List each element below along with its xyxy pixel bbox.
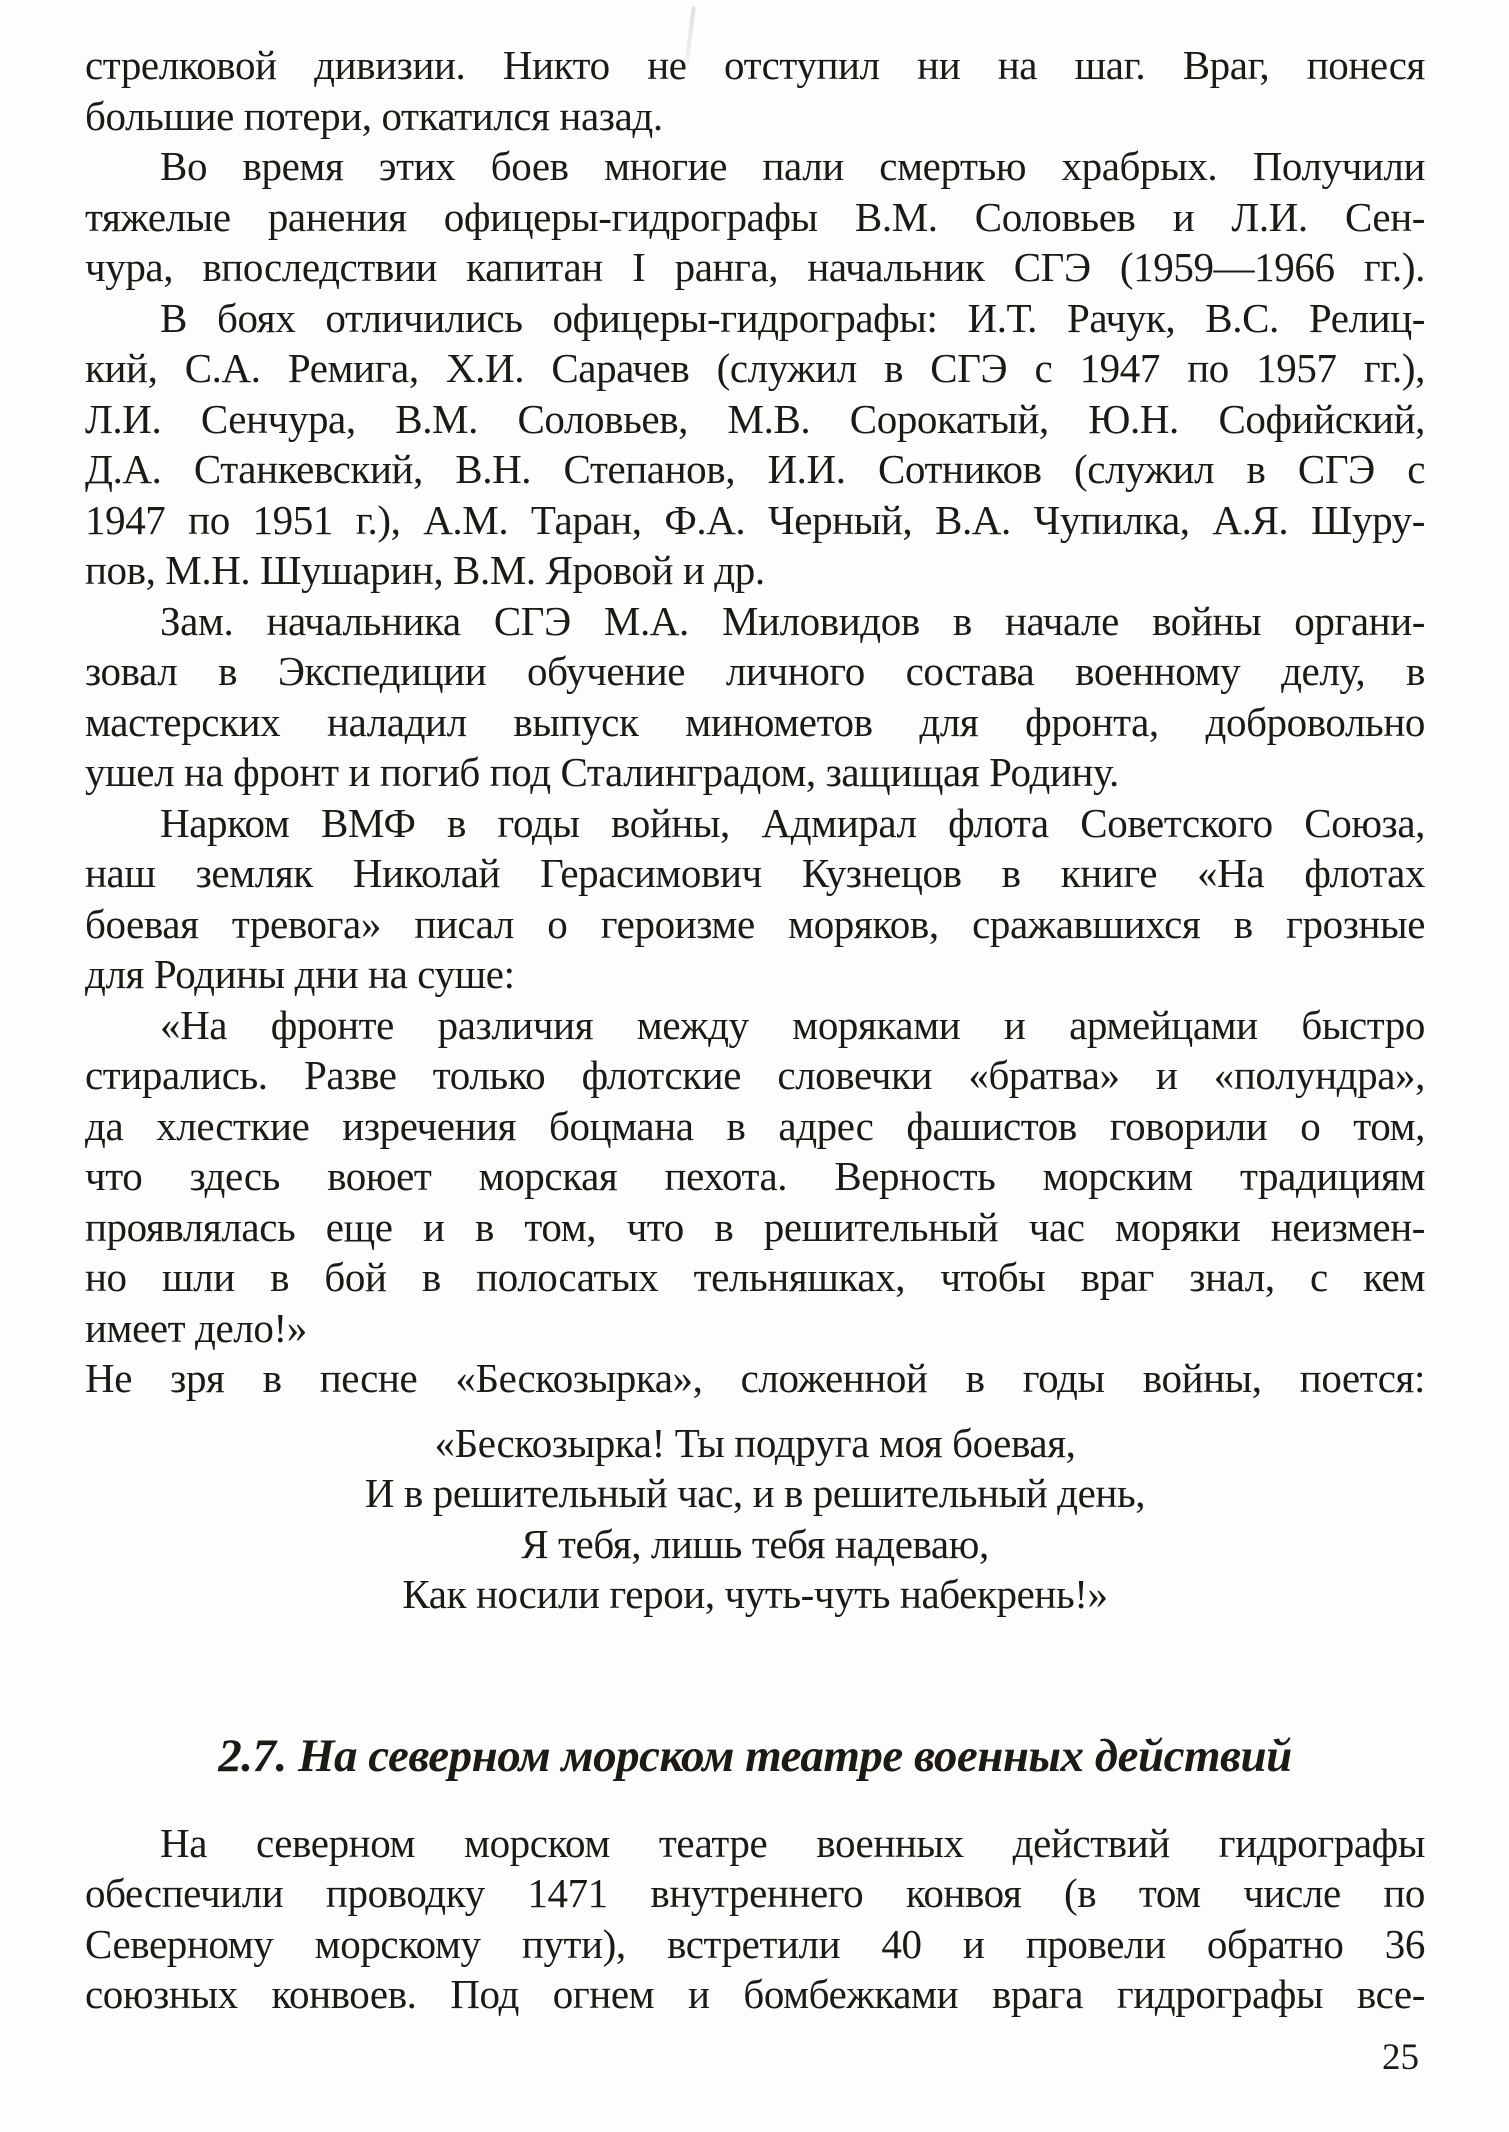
text-line: пов, М.Н. Шушарин, В.М. Яровой и др. [85,547,765,593]
poem-line: И в решительный час, и в решительный день, [364,1470,1146,1516]
text-line: да хлесткие изречения боцмана в адрес фашистов говорили о том, [85,1102,1425,1149]
text-line: проявлялась еще и в том, что в решительный час моряки неизмен- [85,1203,1425,1250]
text-line: для Родины дни на суше: [85,951,515,997]
song-quote-block [85,1418,1425,1620]
poem-line: Я тебя, лишь тебя надеваю, [521,1520,989,1567]
page-text-block [85,40,1425,2020]
text-line: но шли в бой в полосатых тельняшках, чтобы враг знал, с кем [85,1254,1425,1300]
page-number: 25 [1382,2037,1419,2078]
text-line: Л.И. Сенчура, В.М. Соловьев, М.В. Сорокатый, Ю.Н. Софийский, [85,395,1425,442]
text-line: стирались. Разве только флотские словечки «братва» и «полундра», [85,1052,1425,1098]
text-line: Во время этих боев многие пали смертью храбрых. Получили [160,143,1425,189]
section-heading: 2.7. На северном морском театре военных действий [218,1729,1292,1782]
text-line: На северном морском театре военных действий гидрографы [160,1819,1425,1866]
text-line: наш земляк Николай Герасимович Кузнецов в книге «На флотах [85,850,1425,896]
text-line: зовал в Экспедиции обучение личного состава военному делу, в [85,648,1425,694]
text-line: ушел на фронт и погиб под Сталинградом, защищая Родину. [85,749,1119,795]
text-line: обеспечили проводку 1471 внутреннего конвоя (в том числе по [85,1870,1425,1916]
poem-line: «Бескозырка! Ты подруга моя боевая, [434,1419,1076,1466]
text-line: Не зря в песне «Бескозырка», сложенной в годы войны, поется: [85,1355,1425,1401]
text-line: стрелковой дивизии. Никто не отступил ни на шаг. Враг, понеся [85,42,1425,88]
text-line: 1947 по 1951 г.), А.М. Таран, Ф.А. Черный, В.А. Чупилка, А.Я. Шуру- [85,496,1425,543]
text-line: мастерских наладил выпуск минометов для фронта, добровольно [85,698,1425,745]
text-line: что здесь воюет морская пехота. Верность морским традициям [85,1153,1425,1199]
text-line: Нарком ВМФ в годы войны, Адмирал флота Советского Союза, [160,799,1425,846]
text-line: большие потери, откатился назад. [85,92,663,139]
text-line: Зам. начальника СГЭ М.А. Миловидов в начале войны органи- [160,597,1425,644]
text-line: чура, впоследствии капитан I ранга, начальник СГЭ (1959—1966 гг.). [85,244,1425,290]
text-line: кий, С.А. Ремига, Х.И. Сарачев (служил в СГЭ с 1947 по 1957 гг.), [85,345,1425,391]
text-line: тяжелые ранения офицеры-гидрографы В.М. Соловьев и Л.И. Сен- [85,193,1425,240]
closing-paragraph [85,1818,1425,2020]
text-line: боевая тревога» писал о героизме моряков, сражавшихся в грозные [85,900,1425,947]
text-line: Северному морскому пути), встретили 40 и провели обратно 36 [85,1920,1425,1967]
text-line: союзных конвоев. Под огнем и бомбежками врага гидрографы все- [85,1971,1425,2017]
text-line: имеет дело!» [85,1304,307,1351]
text-line: «На фронте различия между моряками и армейцами быстро [160,1001,1425,1048]
poem-line: Как носили герои, чуть-чуть набекрень!» [402,1571,1108,1617]
body-paragraphs [85,40,1425,1404]
text-line: В боях отличились офицеры-гидрографы: И.Т. Рачук, В.С. Релиц- [160,294,1425,341]
text-line: Д.А. Станкевский, В.Н. Степанов, И.И. Сотников (служил в СГЭ с [85,446,1425,492]
